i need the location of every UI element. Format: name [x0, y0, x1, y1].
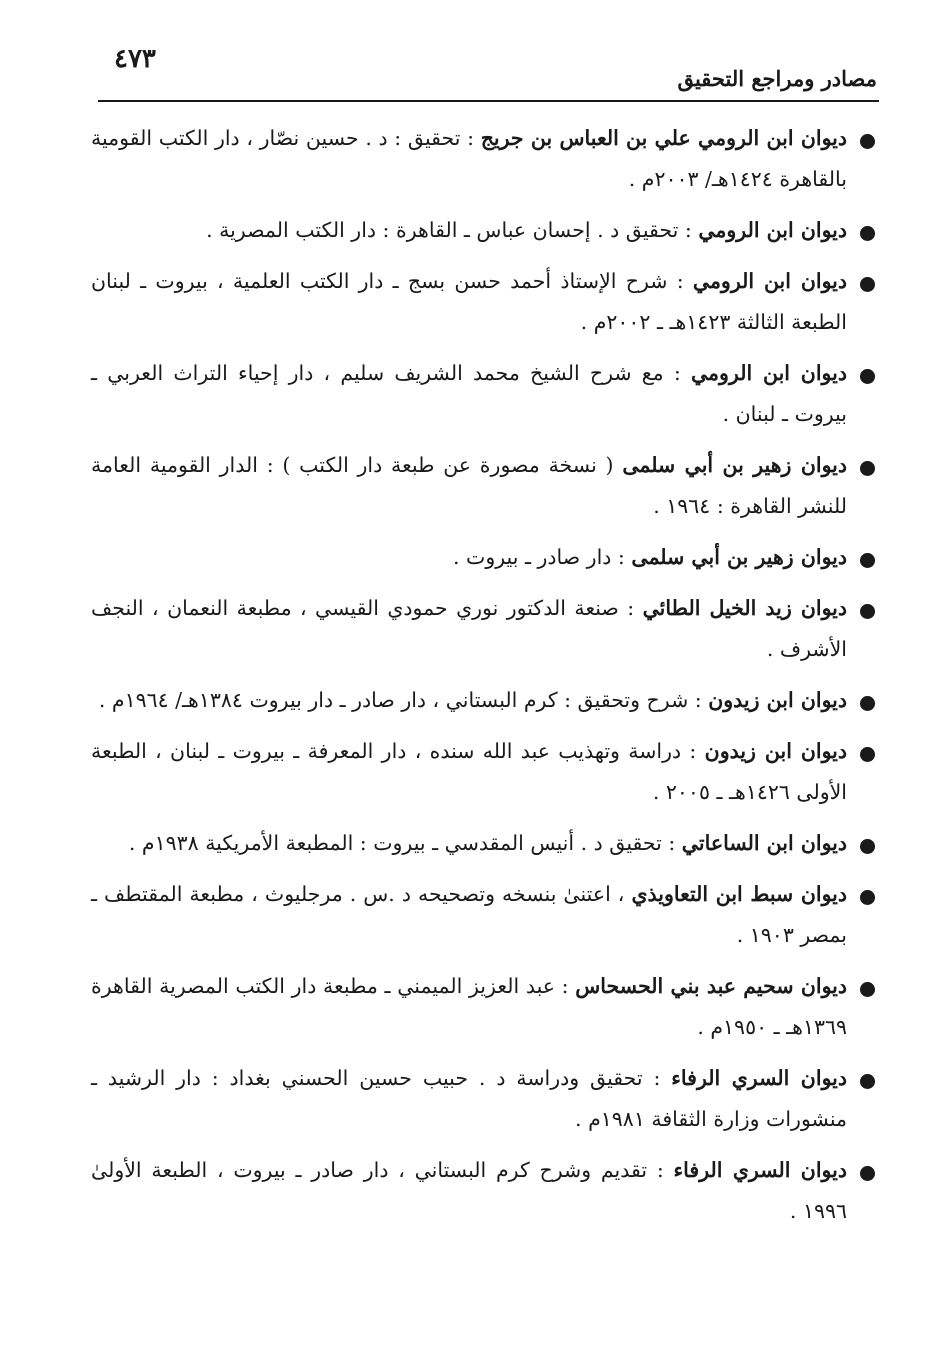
bibliography-entry	[91, 823, 881, 864]
bibliography-entry	[91, 445, 881, 527]
bibliography-entry	[91, 1058, 881, 1140]
entry-title: ديوان ابن زيدون	[704, 739, 847, 763]
entry-title: ديوان ابن الرومي	[692, 269, 847, 293]
bibliography-entry	[91, 537, 881, 578]
entry-title: ديوان ابن زيدون	[708, 688, 847, 712]
entry-text: : تحقيق ودراسة د . حبيب حسين الحسني بغداد : دار الرشيد ـ منشورات وزارة الثقافة ١٩٨١م .	[91, 1066, 847, 1131]
bullet-icon	[860, 1074, 875, 1089]
bibliography-entry	[91, 680, 881, 721]
bibliography-entry	[91, 966, 881, 1048]
bibliography-entry	[91, 731, 881, 813]
bullet-icon	[860, 839, 875, 854]
bullet-icon	[860, 890, 875, 905]
entry-text: : صنعة الدكتور نوري حمودي القيسي ، مطبعة النعمان ، النجف الأشرف .	[91, 596, 847, 661]
bullet-icon	[860, 1166, 875, 1181]
bullet-icon	[860, 553, 875, 568]
bibliography-entry	[91, 210, 881, 251]
bullet-icon	[860, 369, 875, 384]
entry-title: ديوان ابن الرومي	[690, 361, 847, 385]
entry-title: ديوان سحيم عبد بني الحسحاس	[575, 974, 847, 998]
entry-text: : دراسة وتهذيب عبد الله سنده ، دار المعرفة ـ بيروت ـ لبنان ، الطبعة الأولى ١٤٢٦هـ ـ ٢٠٠٥ .	[91, 739, 847, 804]
entry-title: ديوان السري الرفاء	[673, 1158, 847, 1182]
bullet-icon	[860, 696, 875, 711]
bullet-icon	[860, 461, 875, 476]
entry-title: ديوان زيد الخيل الطائي	[642, 596, 847, 620]
entry-text: : مع شرح الشيخ محمد الشريف سليم ، دار إحياء التراث العربي ـ بيروت ـ لبنان .	[91, 361, 847, 426]
entry-title: ديوان سبط ابن التعاويذي	[631, 882, 848, 906]
entry-text: : تحقيق د . أنيس المقدسي ـ بيروت : المطبعة الأمريكية ١٩٣٨م .	[128, 831, 682, 855]
entry-text: : تحقيق : د . حسين نصّار ، دار الكتب القومية بالقاهرة ١٤٢٤هـ/ ٢٠٠٣م .	[91, 126, 847, 191]
bibliography-entry	[91, 353, 881, 435]
entry-text: : عبد العزيز الميمني ـ مطبعة دار الكتب المصرية القاهرة ١٣٦٩هـ ـ ١٩٥٠م .	[91, 974, 847, 1039]
running-title: مصادر ومراجع التحقيق	[677, 66, 877, 91]
bullet-icon	[860, 604, 875, 619]
bibliography-list	[91, 118, 881, 1242]
bullet-icon	[860, 277, 875, 292]
entry-title: ديوان زهير بن أبي سلمى	[622, 453, 847, 477]
entry-title: ديوان زهير بن أبي سلمى	[631, 545, 847, 569]
entry-text: ، اعتنىٰ بنسخه وتصحيحه د .س . مرجليوث ، مطبعة المقتطف ـ بمصر ١٩٠٣ .	[91, 882, 847, 947]
bibliography-entry	[91, 588, 881, 670]
entry-text: : شرح وتحقيق : كرم البستاني ، دار صادر ـ دار بيروت ١٣٨٤هـ/ ١٩٦٤م .	[98, 688, 709, 712]
entry-title: ديوان ابن الرومي	[698, 218, 847, 242]
header-rule	[98, 100, 879, 102]
entry-text: : تحقيق د . إحسان عباس ـ القاهرة : دار الكتب المصرية .	[206, 218, 699, 242]
bullet-icon	[860, 134, 875, 149]
page-number: ٤٧٣	[114, 44, 156, 74]
bullet-icon	[860, 747, 875, 762]
entry-text: ( نسخة مصورة عن طبعة دار الكتب ) : الدار القومية العامة للنشر القاهرة : ١٩٦٤ .	[91, 453, 847, 518]
bibliography-entry	[91, 118, 881, 200]
bibliography-entry	[91, 1150, 881, 1232]
entry-title: ديوان ابن الساعاتي	[681, 831, 847, 855]
bibliography-entry	[91, 261, 881, 343]
bullet-icon	[860, 226, 875, 241]
bullet-icon	[860, 982, 875, 997]
bibliography-entry	[91, 874, 881, 956]
entry-text: : دار صادر ـ بيروت .	[453, 545, 632, 569]
entry-title: ديوان السري الرفاء	[671, 1066, 847, 1090]
entry-title: ديوان ابن الرومي علي بن العباس بن جريج	[480, 126, 847, 150]
entry-text: : تقديم وشرح كرم البستاني ، دار صادر ـ بيروت ، الطبعة الأولىٰ ١٩٩٦ .	[91, 1158, 847, 1223]
entry-text: : شرح الإستاذ أحمد حسن بسج ـ دار الكتب العلمية ، بيروت ـ لبنان الطبعة الثالثة ١٤٢٣هـ ـ ٢٠٠٢م .	[91, 269, 847, 334]
